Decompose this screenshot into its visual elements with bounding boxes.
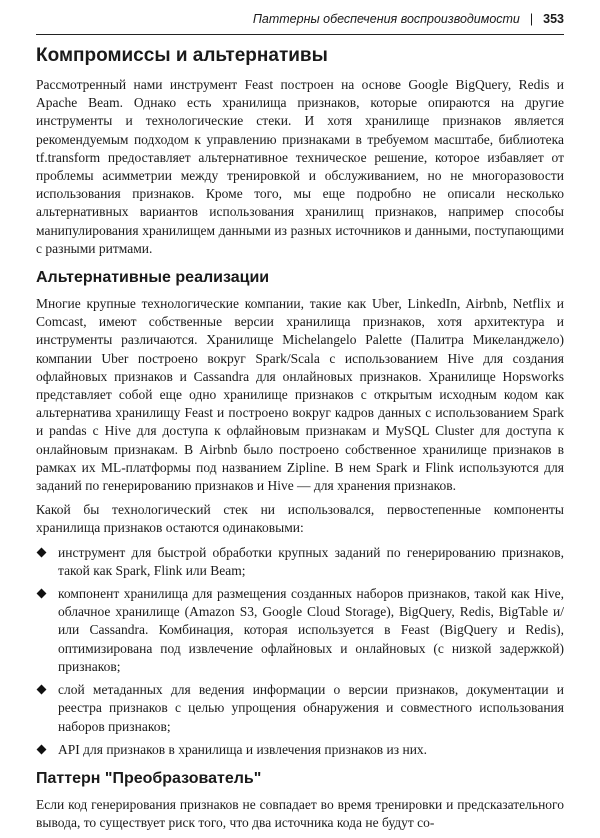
diamond-bullet-icon xyxy=(37,744,47,754)
running-header xyxy=(36,12,564,35)
subsection-title-alternatives: Альтернативные реализации xyxy=(36,269,270,287)
subsection-title-transformer: Паттерн "Преобразователь" xyxy=(36,769,262,787)
paragraph-tradeoffs: Рассмотренный нами инструмент Feast построен на основе Google BigQuery, Redis и Apache Beam. Однако есть хранилища признаков, которые опираются на другие инструменты и технологические стеки. И хотя хранилище признаков является рекомендуемым подходом к управлению признаками в требуемом масштабе, библиотека tf.transform предоставляет альтернативное техническое решение, которое избавляет от проблемы асимметрии между тренировкой и обслуживанием, но не многоразовости использования признаков. Кроме того, мы еще подробно не описали несколько альтернативных вариантов использования хранилищ признаков, например способы манипулирования хранилищем данными из разных источников и данными, поступающими с разными ритмами. xyxy=(36,77,564,256)
running-title: Паттерны обеспечения воспроизводимости xyxy=(252,12,520,26)
list-item: компонент хранилища для размещения созданных наборов признаков, такой как Hive, облачное хранилище (Amazon S3, Google Cloud Storage), BigQuery, Redis, BigTable и/или Cassandra. Комбинация, которая используется в Feast (BigQuery и Redis), оптимизирована под извлечение офлайновых и онлайновых (с низкой задержкой) признаков; xyxy=(36,585,564,676)
list-item: API для признаков в хранилища и извлечения признаков из них. xyxy=(36,741,564,759)
diamond-bullet-icon xyxy=(37,589,47,599)
list-item: инструмент для быстрой обработки крупных заданий по генерированию признаков, такой как Spark, Flink или Beam; xyxy=(36,544,564,580)
diamond-bullet-icon xyxy=(37,547,47,557)
diamond-bullet-icon xyxy=(37,685,47,695)
paragraph-alternatives-1: Многие крупные технологические компании, такие как Uber, LinkedIn, Airbnb, Netflix и Comcast, имеют собственные версии хранилища признаков, хотя архитектура и инструменты различаются. Хранилище Michelangelo Palette (Палитра Микеланджело) компании Uber построено вокруг Spark/Scala с использованием Hive для создания офлайновых признаков и Cassandra для онлайновых признаков. Хранилище Hopsworks представляет собой еще одно хранилище признаков с открытым исходным кодом как альтернатива хранилищу Feast и построено вокруг кадров данных с использованием Spark и pandas с Hive для доступа к офлайновым признакам и MySQL Cluster для доступа к онлайновым признакам. В Airbnb было построено собственное хранилище признаков в рамках их ML-платформы под названием Zipline. В нем Spark и Flink используются для заданий по генерированию признаков и Hive — для хранения признаков. xyxy=(36,296,564,494)
page-content xyxy=(36,44,564,838)
page-number: 353 xyxy=(543,12,564,26)
list-item: слой метаданных для ведения информации о версии признаков, документации и реестра признаков с целью упрощения обнаружения и совместного использования наборов признаков; xyxy=(36,681,564,736)
component-list xyxy=(36,544,564,759)
section-title-tradeoffs: Компромиссы и альтернативы xyxy=(36,45,328,66)
paragraph-alternatives-2: Какой бы технологический стек ни использовался, первостепенные компоненты хранилища признаков остаются одинаковыми: xyxy=(36,502,564,536)
paragraph-transformer: Если код генерирования признаков не совпадает во время тренировки и предсказательного вывода, то существует риск того, что два источника кода не будут со- xyxy=(36,796,564,831)
header-separator: | xyxy=(529,12,534,26)
